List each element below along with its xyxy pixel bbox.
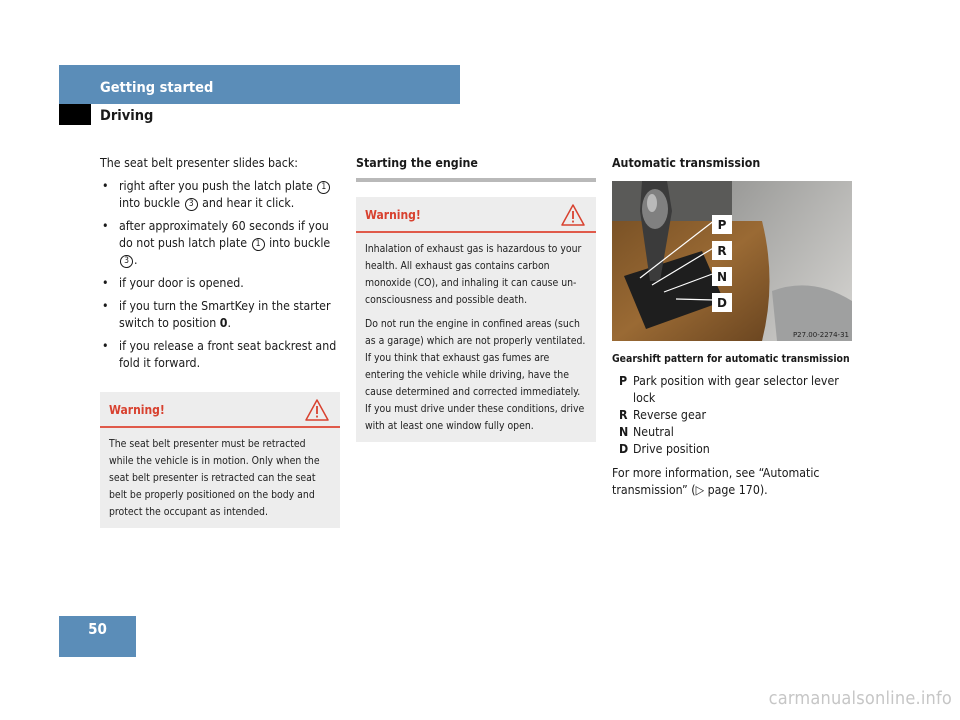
header-corner-block — [59, 104, 91, 125]
list-item: R Reverse gear — [619, 408, 707, 422]
list-item: N Neutral — [619, 425, 674, 439]
list-item: • if you release a front seat backrest and fold it forward. — [100, 338, 340, 372]
warning-body: The seat belt presenter must be retracted while the vehicle is in motion. Only when the seat belt presenter is retracted can the seat belt be properly positioned on the body and protect the occupant as intended. — [109, 438, 320, 518]
warning-box — [356, 197, 596, 442]
column-starting-engine — [356, 155, 596, 442]
heading-rule — [356, 178, 596, 182]
gear-label-n: N — [716, 270, 728, 284]
list-item: • if you turn the SmartKey in the starter switch to position 0. — [100, 298, 340, 332]
intro-text: The seat belt presenter slides back: — [100, 156, 298, 170]
warning-header — [356, 197, 596, 233]
gear-label-r: R — [717, 244, 727, 258]
bullet-list — [100, 178, 340, 372]
section-heading: Starting the engine — [356, 156, 478, 170]
page-number: 50 — [88, 620, 107, 638]
warning-label: Warning! — [109, 403, 165, 417]
image-code: P27.00-2274-31 — [792, 331, 849, 339]
warning-body: Inhalation of exhaust gas is hazardous to your health. All exhaust gas contains carbon monoxide (CO), and inhaling it can cause un-consciousness and possible death. Do not run the engine in confined areas (such as a garage) which are not properly ventilated. If you think that exhaust gas fumes are entering the vehicle while driving, have the cause determined and corrected immediately. If you must drive under these conditions, drive with at least one window fully open. — [365, 243, 586, 432]
more-info-text: For more information, see “Automatic transmission” (▷ page 170). — [612, 466, 820, 497]
page-reference-arrow-icon: ▷ — [695, 483, 705, 497]
list-item: • right after you push the latch plate 1 into buckle 3 and hear it click. — [100, 178, 340, 212]
list-item: P Park position with gear selector lever lock — [619, 374, 839, 405]
callout-number: 3 — [120, 255, 133, 268]
list-item: • after approximately 60 seconds if you do not push latch plate 1 into buckle 3 . — [100, 218, 340, 269]
section-title: Getting started — [100, 80, 214, 96]
column-seat-belt-presenter — [100, 155, 340, 528]
warning-label: Warning! — [365, 208, 421, 222]
list-item: D Drive position — [619, 442, 710, 456]
gear-list — [612, 373, 856, 458]
gear-label-d: D — [717, 296, 727, 310]
callout-number: 1 — [252, 238, 265, 251]
warning-triangle-icon — [561, 204, 585, 226]
callout-number: 1 — [317, 181, 330, 194]
watermark: carmanualsonline.info — [768, 688, 952, 709]
list-item: • if your door is opened. — [100, 275, 340, 292]
gearshift-photo — [612, 181, 852, 341]
gear-label-p: P — [717, 218, 727, 232]
warning-header — [100, 392, 340, 428]
section-heading: Automatic transmission — [612, 156, 761, 170]
warning-triangle-icon — [305, 399, 329, 421]
image-caption: Gearshift pattern for automatic transmission — [612, 353, 850, 365]
warning-box — [100, 392, 340, 528]
subsection-title: Driving — [100, 108, 154, 124]
column-automatic-transmission — [612, 155, 856, 499]
callout-number: 3 — [185, 198, 198, 211]
